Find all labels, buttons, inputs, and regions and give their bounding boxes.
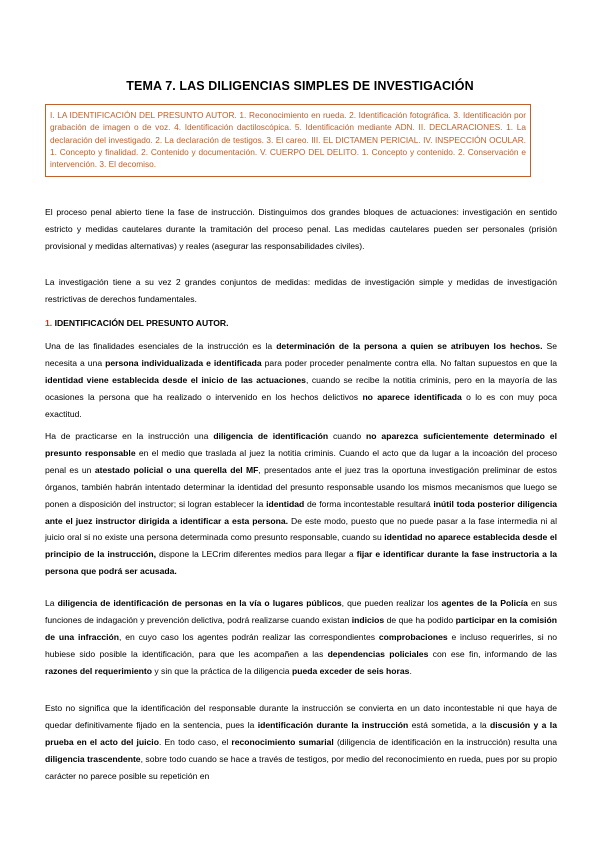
paragraph-identification <box>45 338 557 423</box>
text-run: cuando <box>328 431 367 441</box>
bold-text: razones del requerimiento <box>45 665 152 676</box>
bold-text: discusión y a la prueba en el acto del juicio <box>45 719 557 747</box>
bold-text: diligencia de identificación <box>213 431 329 441</box>
bold-text: diligencia de identificación de personas en la vía o lugares públicos <box>57 598 342 608</box>
section-number: 1. <box>45 318 53 328</box>
bold-text: diligencia trascendente <box>45 753 141 764</box>
bold-text: dependencias policiales <box>327 648 429 659</box>
bold-text: participar en la comisión de una infracción <box>45 614 557 642</box>
paragraph-sumarial <box>45 700 557 785</box>
paragraph-public-identification <box>45 595 557 680</box>
text-run: , presentados ante el juez tras la oportuna investigación preliminar de estos órganos, también habrán intentado determinar la identidad del presunto responsable usando los mismos mecanismos que luego se ponen a disposición del instructor; si logran establecer la <box>45 464 557 509</box>
paragraph-diligence <box>45 428 557 580</box>
text-run: Esto no significa que la identificación del responsable durante la instrucción se convierta en un dato incontestable ni que haya de quedar definitivamente fijado en la sentencia, pues la <box>45 703 557 730</box>
text-run: en sus funciones de indagación y prevención delictiva, podrá realizarse cuando existan <box>45 598 557 625</box>
text-run: (diligencia de identificación en la instrucción) resulta una <box>333 736 557 747</box>
text-run: Ha de practicarse en la instrucción una <box>45 431 214 441</box>
text-run: está sometida, a la <box>408 719 491 730</box>
text-run: e incluso requerirles, si no hubiese sido posible la identificación, para que les acompañen a las <box>45 631 558 659</box>
text-run: , que pueden realizar los <box>341 598 442 608</box>
text-run: y sin que la práctica de la diligencia <box>151 665 292 676</box>
paragraph-intro: El proceso penal abierto tiene la fase de instrucción. Distinguimos dos grandes bloques de actuaciones: investigación en sentido estricto y medidas cautelares durante la tramitación del proceso penal. Las medidas cautelares pueden ser personales (prisión provisional y medidas alternativas) y reales (asegurar las responsabilidades civiles). <box>45 207 557 251</box>
text-run: para poder proceder penalmente contra ella. No faltan supuestos en que la <box>261 357 557 368</box>
text-run: De este modo, puesto que no puede pasar a la fase intermedia ni al juicio oral si no existe una persona determinada como presunto responsable, cuando su <box>45 515 557 543</box>
text-run: . En todo caso, el <box>158 736 232 747</box>
bold-text: identidad viene establecida desde el inicio de las actuaciones <box>45 374 306 385</box>
text-run: Se necesita a una <box>45 341 557 368</box>
text-run: , cuando se recibe la notitia criminis, pero en la mayoría de las ocasiones la persona que ha realizado o intervenido en los hechos delictivos <box>45 374 557 402</box>
page-title: TEMA 7. LAS DILIGENCIAS SIMPLES DE INVESTIGACIÓN <box>126 79 474 93</box>
bold-text: reconocimiento sumarial <box>231 736 334 747</box>
bold-text: agentes de la Policía <box>441 598 528 608</box>
table-of-contents: I. LA IDENTIFICACIÓN DEL PRESUNTO AUTOR. 1. Reconocimiento en rueda. 2. Identificación fotográfica. 3. Identificación por grabación de imagen o de voz. 4. Identificación dactiloscópica. 5. Identificación mediante ADN. II. DECLARACIONES. 1. La declaración del investigado. 2. La declaración de testigos. 3. El careo. III. EL DICTAMEN PERICIAL. IV. INSPECCIÓN OCULAR. 1. Concepto y finalidad. 2. Contenido y documentación. V. CUERPO DEL DELITO. 1. Concepto y contenido. 2. Conservación e intervención. 3. El decomiso. <box>45 104 531 177</box>
text-run: Una de las finalidades esenciales de la instrucción es la <box>45 341 277 351</box>
bold-text: inútil toda posterior diligencia ante el juez instructor dirigida a identificar a esta persona. <box>45 498 557 526</box>
text-run: dispone la LECrim diferentes medios para llegar a <box>156 549 357 560</box>
bold-text: identidad <box>266 498 305 509</box>
text-run: con ese fin, informando de las <box>428 648 557 659</box>
text-run: de forma incontestable resultará <box>304 498 434 509</box>
bold-text: identificación durante la instrucción <box>257 719 409 730</box>
section-title: IDENTIFICACIÓN DEL PRESUNTO AUTOR. <box>54 318 229 328</box>
bold-text: no aparezca suficientemente determinado el presunto responsable <box>45 431 557 458</box>
bold-text: persona individualizada e identificada <box>105 357 262 368</box>
bold-text: identidad no aparece establecida desde el principio de la instrucción, <box>45 532 557 560</box>
bold-text: comprobaciones <box>378 631 448 642</box>
bold-text: fijar e identificar durante la fase instructoria a la persona que podrá ser acusada. <box>45 549 558 577</box>
bold-text: pueda exceder de seis horas <box>291 665 410 676</box>
text-run: . <box>409 665 412 676</box>
text-run: o lo es con muy poca exactitud. <box>45 391 557 419</box>
bold-text: no aparece identificada <box>362 391 462 402</box>
text-run: , en cuyo caso los agentes podrán realizar las correspondientes <box>119 631 379 642</box>
bold-text: indicios <box>351 614 385 625</box>
paragraph-investigation: La investigación tiene a su vez 2 grandes conjuntos de medidas: medidas de investigación simple y medidas de investigación restrictivas de derechos fundamentales. <box>45 277 557 304</box>
bold-text: determinación de la persona a quien se atribuyen los hechos. <box>276 341 543 351</box>
text-run: en el medio que traslada al juez la notitia criminis. Cuando el acto que da lugar a la incoación del proceso penal es un <box>45 447 558 475</box>
text-run: La <box>45 598 58 608</box>
text-run: de que ha podido <box>384 614 456 625</box>
text-run: , sobre todo cuando se hace a través de testigos, por medio del reconocimiento en rueda, pues por su propio carácter no parece posible su repetición en <box>45 753 557 781</box>
section-heading <box>45 318 229 328</box>
bold-text: atestado policial o una querella del MF <box>94 464 259 475</box>
